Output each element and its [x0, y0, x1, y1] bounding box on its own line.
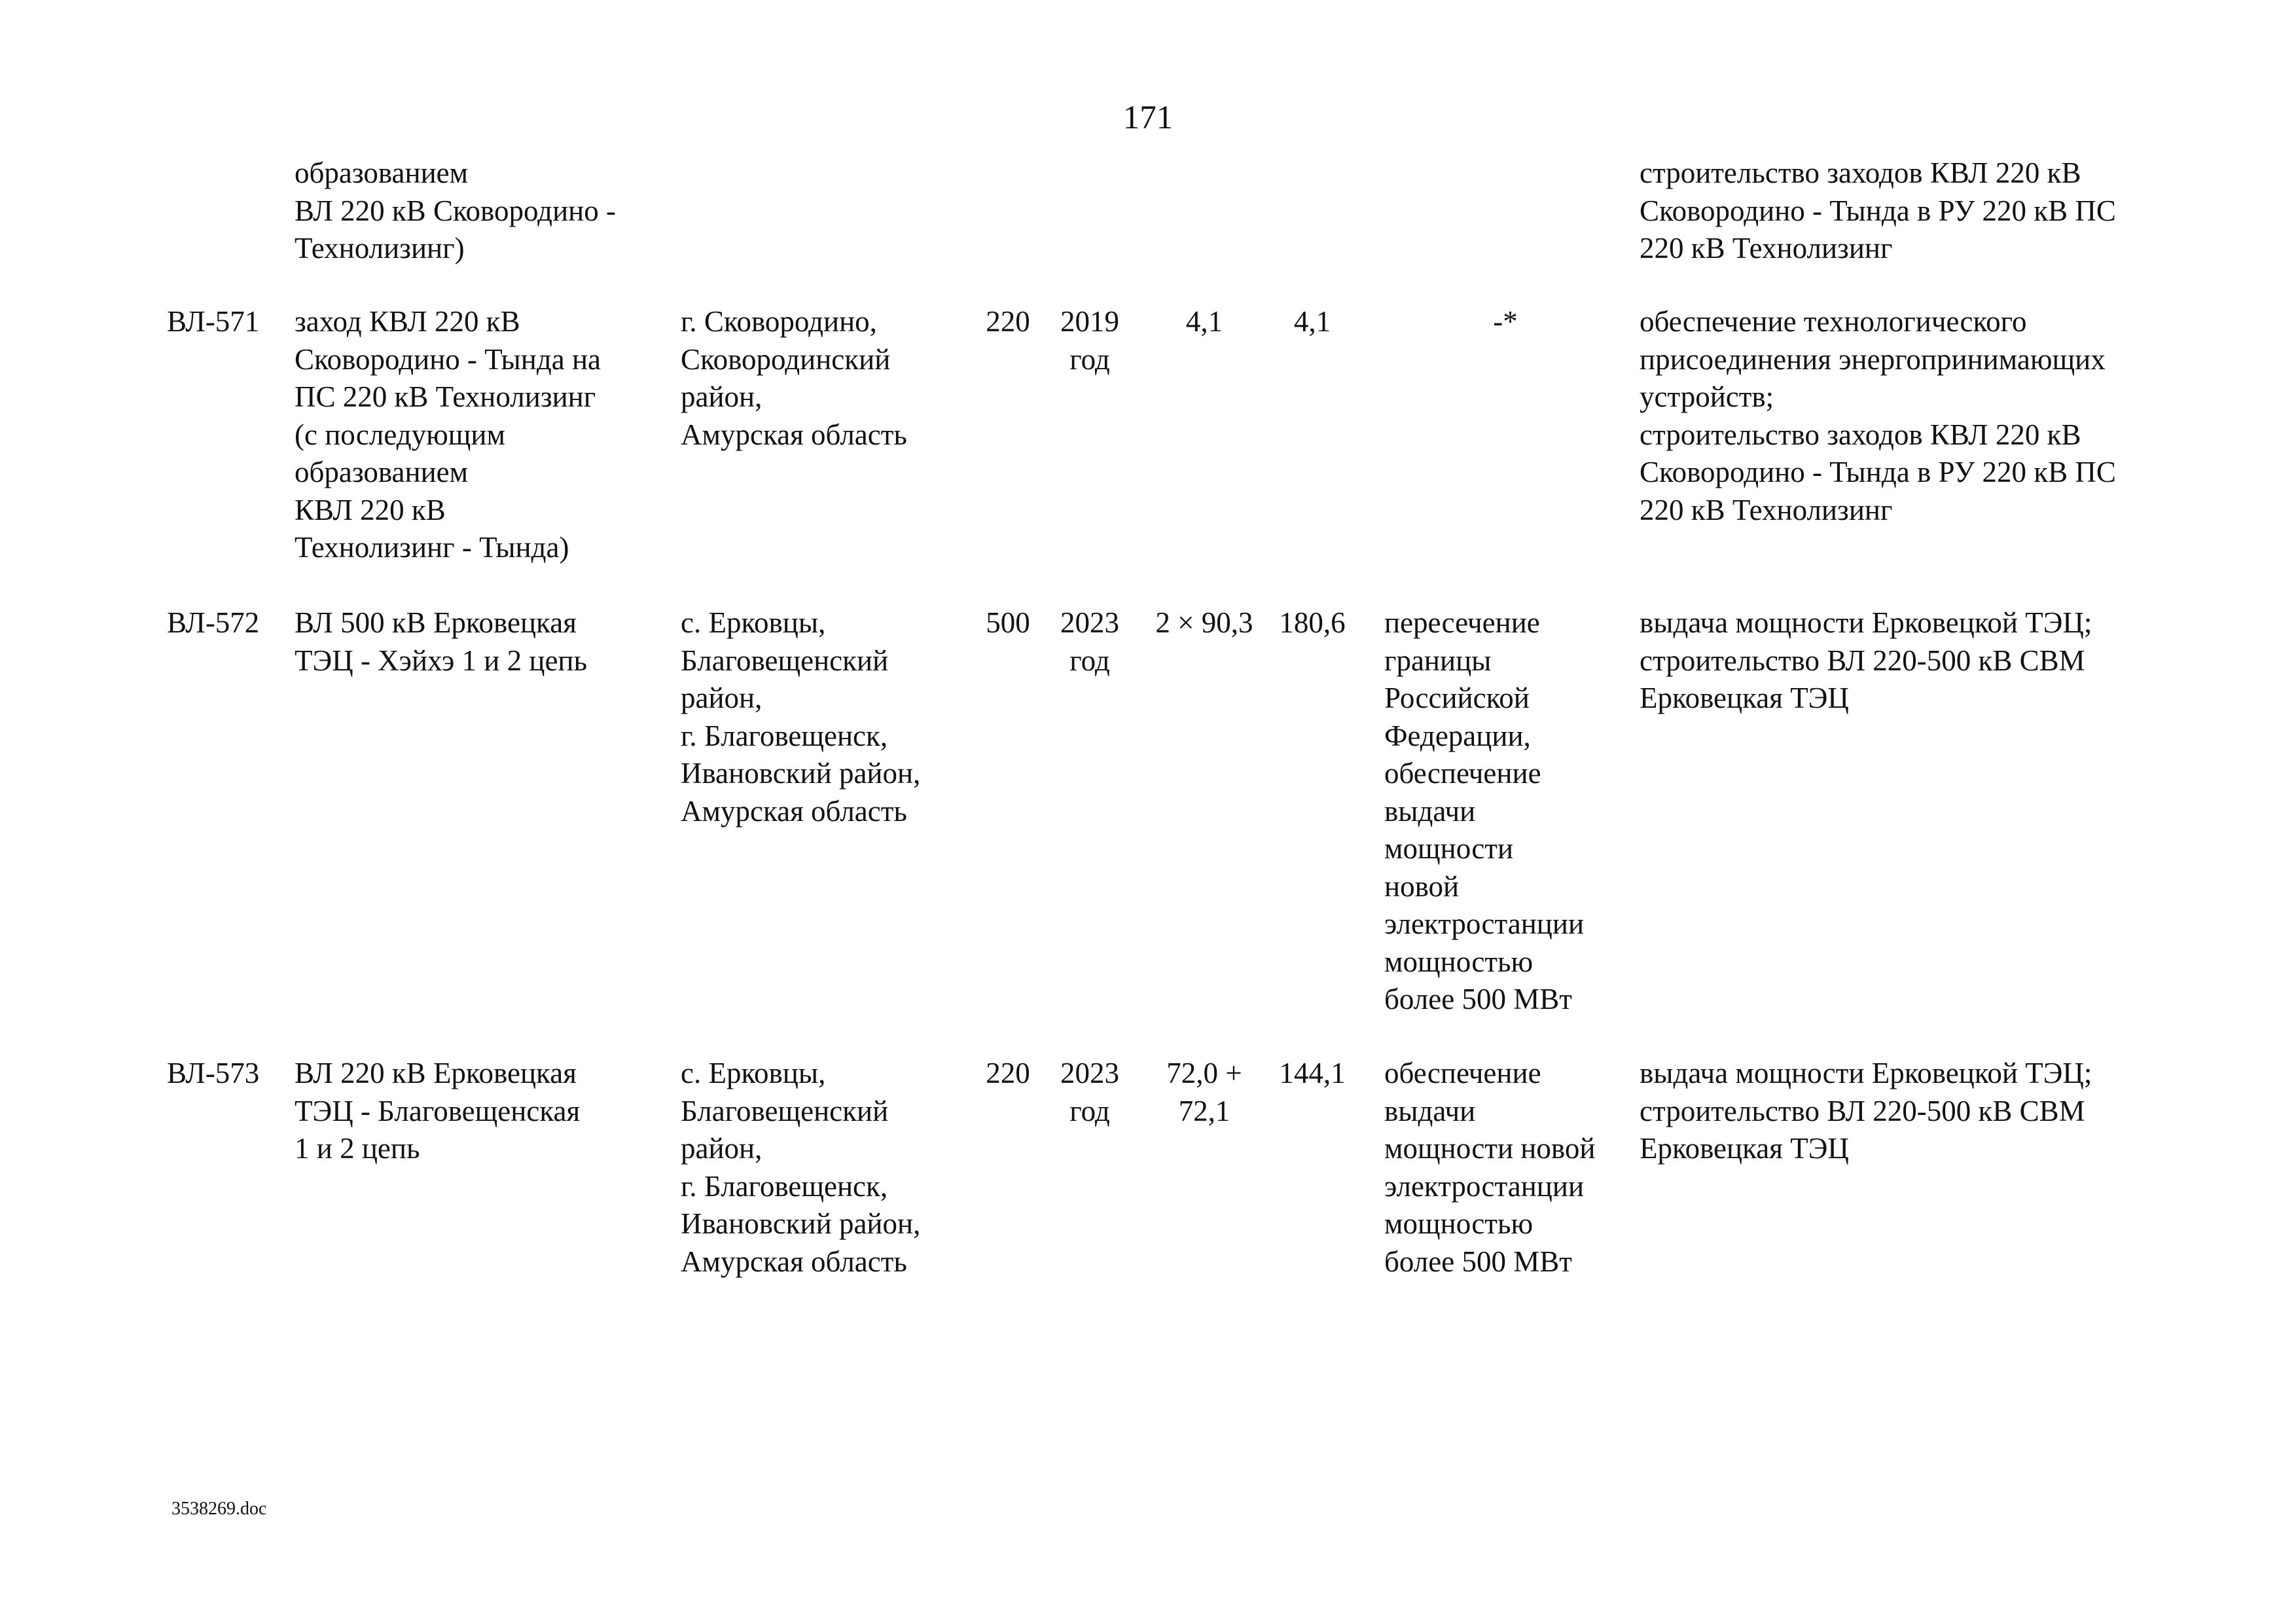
row-1-year: 2019 год [1060, 305, 1119, 376]
row-2-purpose: выдача мощности Ерковецкой ТЭЦ; строительство ВЛ 220-500 кВ СВМ Ерковецкая ТЭЦ [1640, 606, 2092, 714]
row-2-voltage: 500 [986, 606, 1030, 639]
row-3-voltage: 220 [986, 1057, 1030, 1089]
row-0-purpose: строительство заходов КВЛ 220 кВ Сковородино - Тында в РУ 220 кВ ПС 220 кВ Технолизинг [1640, 156, 2116, 264]
row-2-year: 2023 год [1060, 606, 1119, 677]
row-3-location: с. Ерковцы, Благовещенский район, г. Благовещенск, Ивановский район, Амурская область [681, 1057, 921, 1278]
row-3-purpose: выдача мощности Ерковецкой ТЭЦ; строительство ВЛ 220-500 кВ СВМ Ерковецкая ТЭЦ [1640, 1057, 2092, 1165]
row-3-year: 2023 год [1060, 1057, 1119, 1127]
row-3-code: ВЛ-573 [167, 1057, 260, 1089]
document-filename: 3538269.doc [171, 1499, 267, 1519]
row-2-note: пересечение границы Российской Федерации, обеспечение выдачи мощности новой электростанции мощностью более 500 МВт [1384, 606, 1585, 1015]
row-1-length: 4,1 [1185, 305, 1223, 338]
row-0-name: образованием ВЛ 220 кВ Сковородино - Технолизинг) [295, 156, 616, 264]
page-number: 171 [1122, 100, 1174, 136]
row-3-length: 72,0 + 72,1 [1166, 1057, 1242, 1127]
row-1-location: г. Сковородино, Сковородинский район, Амурская область [681, 305, 907, 451]
row-1-voltage: 220 [986, 305, 1030, 338]
row-3-name: ВЛ 220 кВ Ерковецкая ТЭЦ - Благовещенская 1 и 2 цепь [295, 1057, 581, 1165]
row-1-note: -* [1493, 305, 1518, 338]
row-3-note: обеспечение выдачи мощности новой электростанции мощностью более 500 МВт [1384, 1057, 1596, 1278]
row-1-total: 4,1 [1293, 305, 1331, 338]
row-2-location: с. Ерковцы, Благовещенский район, г. Благовещенск, Ивановский район, Амурская область [681, 606, 921, 828]
row-1-code: ВЛ-571 [167, 305, 260, 338]
row-2-length: 2 × 90,3 [1155, 606, 1253, 639]
row-3-total: 144,1 [1279, 1057, 1346, 1089]
row-2-total: 180,6 [1279, 606, 1346, 639]
row-2-code: ВЛ-572 [167, 606, 260, 639]
row-1-purpose: обеспечение технологического присоединения энергопринимающих устройств; строительство заходов КВЛ 220 кВ Сковородино - Тында в РУ 220 кВ ПС 220 кВ Технолизинг [1640, 305, 2116, 526]
row-1-name: заход КВЛ 220 кВ Сковородино - Тында на ПС 220 кВ Технолизинг (с последующим образованием КВЛ 220 кВ Технолизинг - Тында) [295, 305, 601, 564]
row-2-name: ВЛ 500 кВ Ерковецкая ТЭЦ - Хэйхэ 1 и 2 цепь [295, 606, 588, 677]
